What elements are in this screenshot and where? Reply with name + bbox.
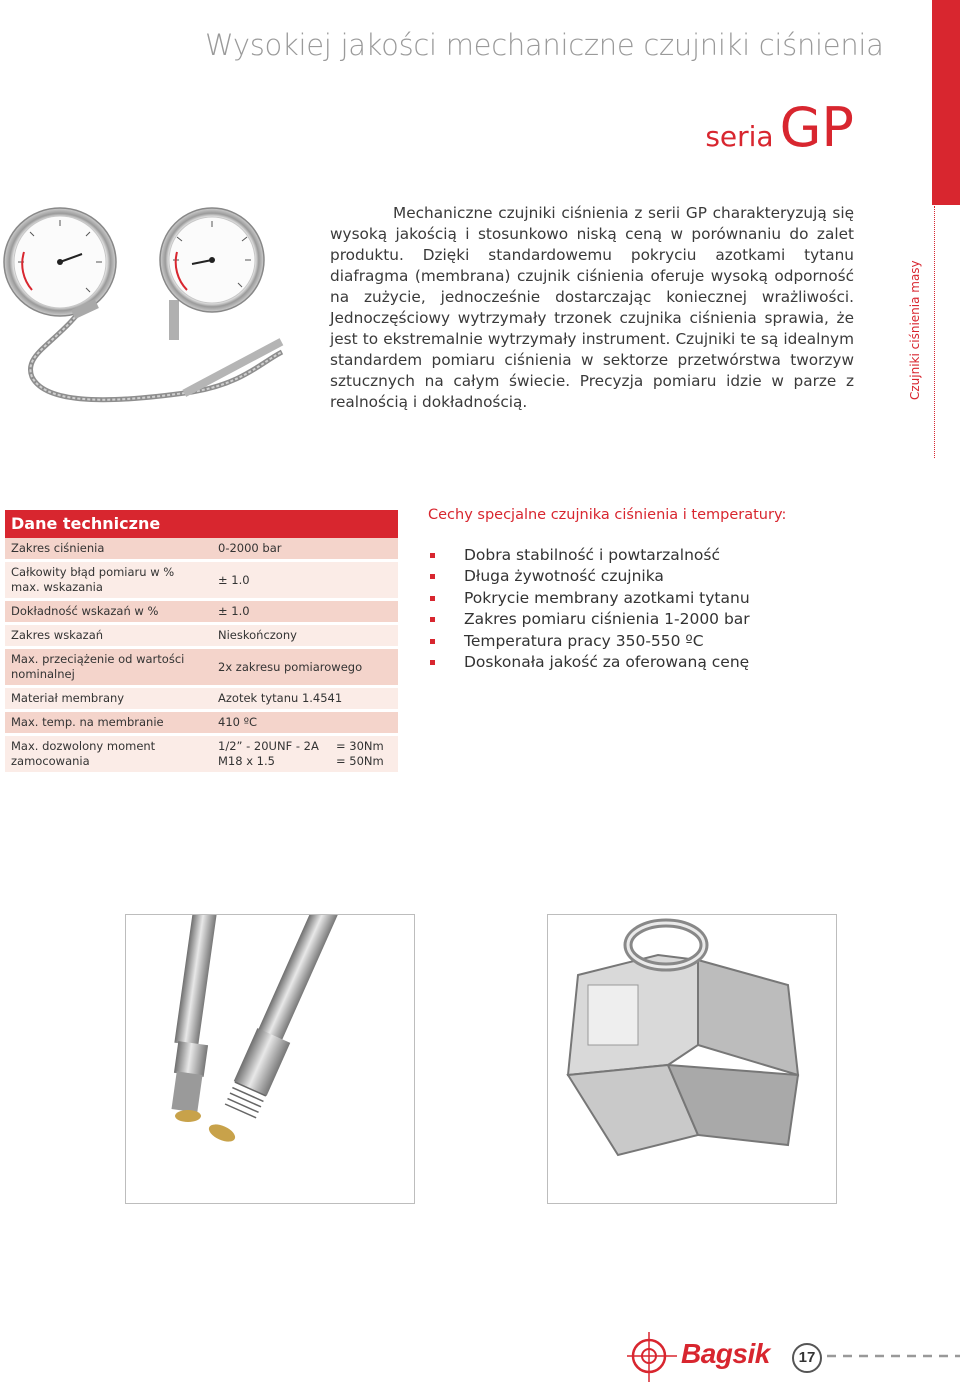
table-row <box>5 600 398 624</box>
spec-key: Dokładność wskazań w % <box>5 600 212 624</box>
table-row <box>5 624 398 648</box>
torque-spec: = 30Nm <box>336 739 384 753</box>
spec-key: Całkowity błąd pomiaru w % max. wskazania <box>5 561 212 600</box>
square-bullet-icon <box>430 660 435 665</box>
spec-key: Max. przeciążenie od wartości nominalnej <box>5 648 212 687</box>
mounting-bracket-image <box>548 915 836 1203</box>
technical-data-panel <box>5 510 398 775</box>
spec-key: Max. temp. na membranie <box>5 711 212 735</box>
features-title: Cechy specjalne czujnika ciśnienia i temperatury: <box>428 507 787 523</box>
list-item <box>428 545 858 566</box>
spec-value: ± 1.0 <box>212 561 398 600</box>
table-row <box>5 561 398 600</box>
spec-value: Nieskończony <box>212 624 398 648</box>
technical-data-table <box>5 538 398 775</box>
page-title: Wysokiej jakości mechaniczne czujniki ciśnienia <box>205 28 884 62</box>
torque-line <box>218 739 392 754</box>
torque-spec: = 50Nm <box>336 754 384 768</box>
series-word: seria <box>705 120 774 153</box>
series-heading <box>705 96 854 159</box>
sensor-stems-photo <box>125 914 415 1204</box>
table-row <box>5 648 398 687</box>
table-row <box>5 538 398 561</box>
series-code: GP <box>779 96 854 159</box>
spec-key: Materiał membrany <box>5 687 212 711</box>
thread-spec: 1/2” - 20UNF - 2A <box>218 739 319 753</box>
square-bullet-icon <box>430 553 435 558</box>
sensor-stems-image <box>126 915 414 1203</box>
square-bullet-icon <box>430 574 435 579</box>
features-panel <box>428 507 858 673</box>
spec-value: Azotek tytanu 1.4541 <box>212 687 398 711</box>
intro-text: Mechaniczne czujniki ciśnienia z serii GP charakteryzują się wysoką jakością i stosunkowo niską ceną w porównaniu do zalet produktu. Dzięki standardowemu pokryciu azotkami tytanu diafragma (membrana) czujnik ciśnienia oferuje wysoką odporność na zużycie, jednocześnie dostarczając koniecznej wrażliwości. Jednoczęściowy wytrzymały trzonek czujnika ciśnienia sprawia, że jest to ekstremalnie wytrzymały instrument. Czujniki te są idealnym standardem pomiaru ciśnienia w sektorze przetwórstwa tworzyw sztucznych na całym świecie. Precyzja pomiaru idzie w parze z realnością i dokładnością. <box>330 204 854 411</box>
square-bullet-icon <box>430 596 435 601</box>
feature-text: Zakres pomiaru ciśnienia 1-2000 bar <box>464 610 750 629</box>
list-item <box>428 652 858 673</box>
spec-key: Zakres ciśnienia <box>5 538 212 561</box>
thread-spec: M18 x 1.5 <box>218 754 275 768</box>
torque-values <box>212 735 398 774</box>
feature-text: Długa żywotność czujnika <box>464 567 664 586</box>
table-row <box>5 711 398 735</box>
mounting-bracket-photo <box>547 914 837 1204</box>
table-row <box>5 735 398 774</box>
spec-value: ± 1.0 <box>212 600 398 624</box>
torque-line <box>218 754 392 769</box>
intro-paragraph <box>330 203 854 413</box>
feature-text: Doskonała jakość za oferowaną cenę <box>464 653 750 672</box>
table-row <box>5 687 398 711</box>
side-dotted-line <box>934 206 935 458</box>
square-bullet-icon <box>430 617 435 622</box>
feature-text: Pokrycie membrany azotkami tytanu <box>464 588 750 607</box>
list-item <box>428 631 858 652</box>
technical-data-header: Dane techniczne <box>5 510 398 538</box>
spec-value: 410 ºC <box>212 711 398 735</box>
square-bullet-icon <box>430 639 435 644</box>
feature-text: Temperatura pracy 350-550 ºC <box>464 631 704 650</box>
feature-text: Dobra stabilność i powtarzalność <box>464 546 721 564</box>
brand-name: Bagsik <box>681 1338 770 1369</box>
page-number: 17 <box>792 1343 822 1373</box>
pressure-gauge-photo <box>2 202 302 447</box>
feature-list <box>428 545 858 673</box>
spec-key: Zakres wskazań <box>5 624 212 648</box>
spec-value: 0-2000 bar <box>212 538 398 561</box>
side-tab-label: Czujniki ciśnienia masy <box>908 260 922 400</box>
spec-key: Max. dozwolony moment zamocowania <box>5 735 212 774</box>
list-item <box>428 566 858 587</box>
list-item <box>428 588 858 609</box>
list-item <box>428 609 858 630</box>
spec-value: 2x zakresu pomiarowego <box>212 648 398 687</box>
side-tab-marker <box>932 0 960 205</box>
